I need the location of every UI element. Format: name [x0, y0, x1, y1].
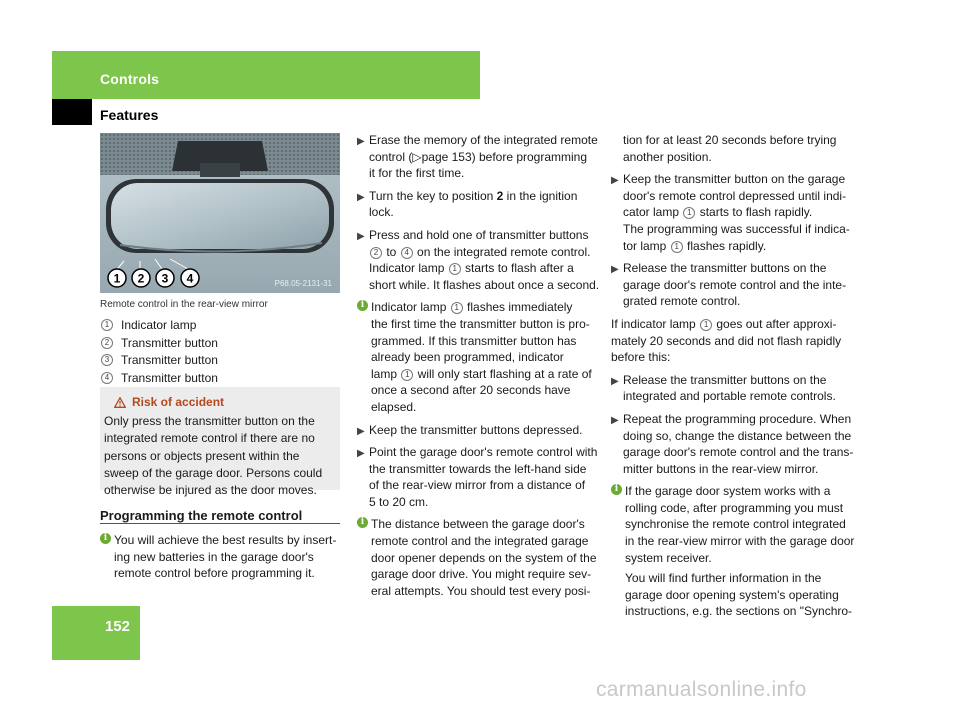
step-line: [369, 188, 601, 205]
step-line: lock.: [369, 205, 394, 220]
ref-number: 1: [671, 241, 683, 253]
step-line: 5 to 20 cm.: [369, 494, 429, 509]
column-2: [357, 132, 601, 599]
legend-item: [100, 316, 340, 334]
legend-label: Transmitter button: [121, 353, 218, 368]
watermark: carmanualsonline.info: [596, 678, 807, 701]
warning-body: [104, 413, 336, 499]
section-heading: Programming the remote control: [100, 508, 303, 523]
step-point: [357, 444, 601, 510]
callout-3: 3: [161, 271, 169, 286]
info-icon: i: [611, 484, 622, 495]
step-line: door's remote control depressed until indi-: [623, 188, 847, 203]
step-line: garage door's remote control and the inte-: [623, 277, 847, 292]
condition-paragraph: [611, 316, 859, 366]
warning-line: integrated remote control if there are no: [104, 431, 315, 446]
column-3: [611, 132, 859, 620]
step-line: doing so, change the distance between the: [623, 428, 852, 443]
ref-number: 4: [401, 247, 413, 259]
step-line: Keep the transmitter button on the garage: [623, 172, 846, 187]
info-note: [611, 483, 859, 620]
info-note: [357, 516, 601, 599]
note-line: eral attempts. You should test every posi-: [371, 583, 591, 598]
note-line: synchronise the remote control integrated: [625, 517, 846, 532]
step-line: Repeat the programming procedure. When: [623, 411, 852, 426]
heading-divider: [100, 523, 340, 524]
note-line: system receiver.: [625, 550, 712, 565]
legend-item: [100, 351, 340, 369]
step-line: Erase the memory of the integrated remote: [369, 133, 598, 147]
rear-view-mirror-photo: [100, 133, 340, 293]
note-line: tion for at least 20 seconds before trying: [623, 133, 837, 147]
continued-text: [611, 132, 859, 165]
note-line: elapsed.: [371, 399, 417, 414]
step-line: [369, 260, 601, 277]
bullet-arrow-icon: ▶: [357, 448, 365, 460]
step-text: starts to flash after a: [461, 261, 574, 276]
note-line: grammed. If this transmitter button has: [371, 333, 577, 348]
step-text: Turn the key to position: [369, 188, 497, 203]
legend-item: [100, 369, 340, 387]
callout-1: 1: [113, 271, 121, 286]
step-line: Press and hold one of transmitter buttons: [369, 227, 589, 242]
section-title: Controls: [100, 71, 160, 87]
note-line: You will achieve the best results by insert-: [114, 533, 337, 547]
info-note: [100, 532, 358, 582]
warning-line: otherwise be injured as the door moves.: [104, 483, 317, 498]
step-text: starts to flash rapidly.: [696, 205, 813, 220]
legend-number: 4: [101, 372, 113, 384]
warning-title-text: Risk of accident: [132, 395, 225, 409]
bullet-arrow-icon: ▶: [611, 264, 619, 276]
note-line: remote control before programming it.: [114, 566, 315, 581]
step-line: [623, 238, 859, 255]
para-line: before this:: [611, 350, 671, 365]
legend-item: [100, 334, 340, 352]
step-line: integrated and portable remote controls.: [623, 389, 836, 404]
note-text: will only start flashing at a rate of: [414, 366, 592, 381]
para-line: [611, 316, 859, 333]
ref-number: 1: [449, 263, 461, 275]
step-line: The programming was successful if indica-: [623, 221, 850, 236]
note-line: garage door drive. You might require sev-: [371, 567, 592, 582]
legend-label: Transmitter button: [121, 370, 218, 385]
para-text: goes out after approxi-: [713, 316, 837, 331]
bullet-arrow-icon: ▶: [357, 191, 365, 203]
ref-number: 2: [370, 247, 382, 259]
legend-number: 2: [101, 337, 113, 349]
step-repeat: [611, 411, 859, 477]
callout-2: 2: [137, 271, 145, 286]
bullet-arrow-icon: ▶: [357, 425, 365, 437]
step-text: cator lamp: [623, 205, 683, 220]
note-line: rolling code, after programming you must: [625, 500, 844, 515]
note-line: the first time the transmitter button is pro-: [371, 316, 590, 331]
subsection-marker: [52, 99, 92, 125]
step-keep-button: [611, 171, 859, 254]
note-line: once a second after 20 seconds have: [371, 383, 571, 398]
legend-number: 1: [101, 319, 113, 331]
step-text: on the integrated remote control.: [413, 244, 591, 259]
warning-box: [100, 387, 340, 498]
note-line: [371, 299, 601, 316]
info-note: [357, 299, 601, 415]
step-line: garage door's remote control and the trans-: [623, 445, 854, 460]
page-number: 152: [104, 618, 130, 635]
figure-code: P68.05-2131-31: [274, 279, 332, 288]
note-line: If the garage door system works with a: [625, 484, 831, 499]
ref-number: 1: [683, 207, 695, 219]
note-line: You will find further information in the: [625, 571, 822, 586]
warning-line: sweep of the garage door. Persons could: [104, 465, 323, 480]
step-line: the transmitter towards the left-hand side: [369, 461, 587, 476]
step-line: Keep the transmitter buttons depressed.: [369, 422, 583, 437]
note-line: instructions, e.g. the sections on "Synchro-: [625, 604, 853, 619]
note-text: Indicator lamp: [371, 300, 450, 315]
bullet-arrow-icon: ▶: [611, 414, 619, 426]
figure-caption: Remote control in the rear-view mirror: [100, 299, 268, 310]
step-line: Point the garage door's remote control with: [369, 445, 598, 460]
figure-legend: [100, 316, 340, 387]
bullet-arrow-icon: ▶: [611, 175, 619, 187]
step-text: tor lamp: [623, 238, 670, 253]
step-line: [369, 244, 601, 261]
step-keep-depressed: [357, 422, 601, 439]
note-line: another position.: [623, 149, 712, 164]
warning-title: [114, 395, 224, 409]
warning-line: persons or objects present within the: [104, 448, 300, 463]
step-text: Indicator lamp: [369, 261, 448, 276]
step-line: of the rear-view mirror from a distance of: [369, 478, 586, 493]
note-line: garage door opening system's operating: [625, 587, 839, 602]
step-turn-key: [357, 188, 601, 221]
step-text: flashes rapidly.: [683, 238, 767, 253]
ref-number: 1: [451, 302, 463, 314]
note-line: ing new batteries in the garage door's: [114, 549, 314, 564]
legend-label: Indicator lamp: [121, 317, 197, 332]
warning-triangle-icon: [114, 397, 126, 408]
bullet-arrow-icon: ▶: [357, 230, 365, 242]
note-text: lamp: [371, 366, 401, 381]
step-line: grated remote control.: [623, 294, 741, 309]
step-line: it for the first time.: [369, 166, 465, 181]
step-line: Release the transmitter buttons on the: [623, 261, 827, 276]
step-text: to: [383, 244, 400, 259]
note-text: flashes immediately: [463, 300, 573, 315]
step-erase: [357, 132, 601, 182]
note-line: remote control and the integrated garage: [371, 534, 589, 549]
subsection-title: Features: [100, 107, 159, 123]
page-reference-link[interactable]: page 153) before programming: [421, 149, 588, 164]
step-line: short while. It flashes about once a second.: [369, 277, 600, 292]
step-line: [369, 149, 601, 166]
note-line: already been programmed, indicator: [371, 350, 564, 365]
info-icon: i: [357, 300, 368, 311]
note-line: door opener depends on the system of the: [371, 550, 597, 565]
step-line: mitter buttons in the rear-view mirror.: [623, 461, 819, 476]
step-press-hold: [357, 227, 601, 293]
bullet-arrow-icon: ▶: [357, 136, 365, 147]
warning-line: Only press the transmitter button on the: [104, 414, 315, 428]
key-position: 2: [496, 188, 504, 203]
page-ref-arrow-icon: ▷: [412, 149, 422, 164]
bullet-arrow-icon: ▶: [611, 375, 619, 387]
step-line: Release the transmitter buttons on the: [623, 372, 827, 387]
info-icon: i: [357, 517, 368, 528]
step-release-both: [611, 372, 859, 405]
note-line: The distance between the garage door's: [371, 517, 585, 532]
info-icon: i: [100, 533, 111, 544]
note-line: in the rear-view mirror with the garage door: [625, 534, 855, 549]
step-line: [623, 204, 859, 221]
para-text: If indicator lamp: [611, 316, 700, 331]
step-release: [611, 260, 859, 310]
note-line: [371, 366, 601, 383]
para-line: mately 20 seconds and did not flash rapidly: [611, 333, 842, 348]
step-text: in the ignition: [503, 188, 578, 203]
ref-number: 1: [700, 319, 712, 331]
legend-number: 3: [101, 354, 113, 366]
step-text: control (: [369, 149, 413, 164]
ref-number: 1: [401, 369, 413, 381]
legend-label: Transmitter button: [121, 335, 218, 350]
callout-4: 4: [186, 271, 194, 286]
